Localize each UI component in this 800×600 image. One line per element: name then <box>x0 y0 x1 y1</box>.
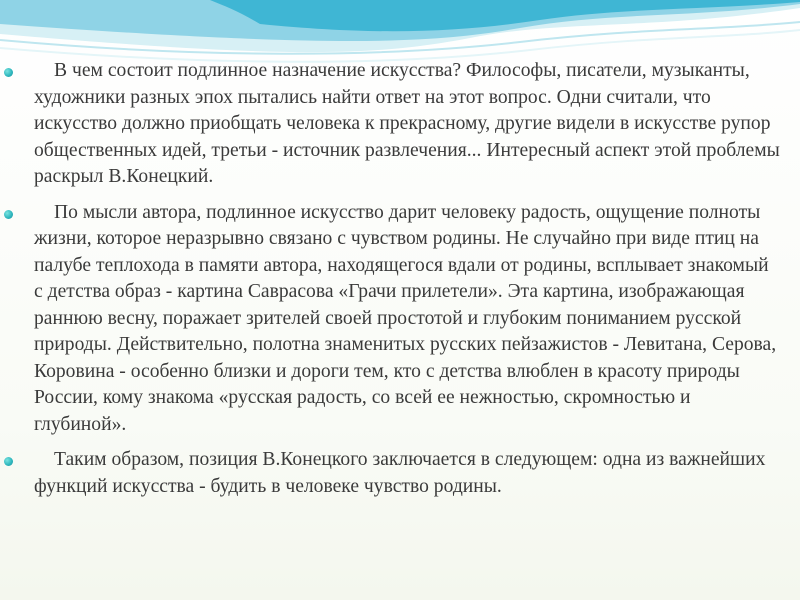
slide-content <box>0 58 800 500</box>
paragraph-conclusion <box>0 447 800 500</box>
bullet-icon <box>4 457 13 466</box>
bullet-icon <box>4 210 13 219</box>
paragraph-text: Таким образом, позиция В.Конецкого заключается в следующем: одна из важнейших функций искусства - будить в человеке чувство родины. <box>34 449 766 497</box>
paragraph-text: В чем состоит подлинное назначение искусства? Философы, писатели, музыканты, художники разных эпох пытались найти ответ на этот вопрос. Одни считали, что искусство должно приобщать человека к прекрасному, другие видели в искусстве рупор общественных идей, третьи - источник развлечения... Интересный аспект этой проблемы раскрыл В.Конецкий. <box>34 60 780 187</box>
bullet-icon <box>4 68 13 77</box>
paragraph-intro <box>0 58 800 191</box>
paragraph-author-view <box>0 200 800 439</box>
paragraph-text: По мысли автора, подлинное искусство дарит человеку радость, ощущение полноты жизни, которое неразрывно связано с чувством родины. Не случайно при виде птиц на палубе теплохода в памяти автора, находящегося вдали от родины, всплывает знакомый с детства образ - картина Саврасова «Грачи прилетели». Эта картина, изображающая раннюю весну, поражает зрителей своей простотой и глубоким пониманием русской природы. Действительно, полотна знаменитых русских пейзажистов - Левитана, Серова, Коровина - особенно близки и дороги тем, кто с детства влюблен в красоту природы России, кому знакома «русская радость, со всей ее нежностью, скромностью и глубиной». <box>34 201 777 435</box>
